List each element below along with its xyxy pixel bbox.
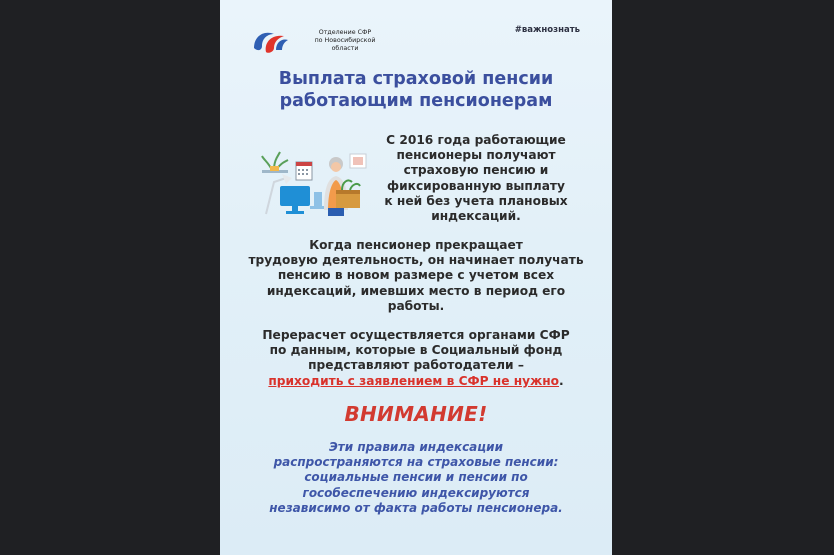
org-line-3: области: [331, 45, 359, 52]
paragraph-2016-rule: [380, 133, 572, 224]
org-line-1: Отделение СФР: [318, 29, 372, 36]
para2-line: пенсию в новом размере с учетом всех: [277, 268, 555, 283]
no-application-needed-highlight: приходить с заявлением в СФР не нужно: [268, 373, 559, 388]
para2-line: Когда пенсионер прекращает: [309, 238, 523, 252]
para1-line: страховую пенсию и: [403, 163, 549, 178]
poster: [220, 0, 612, 555]
para1-line: С 2016 года работающие: [386, 133, 566, 147]
indexation-note: [230, 440, 602, 516]
note-line: гособеспечению индексируются: [302, 485, 530, 500]
paragraph-recalculation: [240, 328, 592, 389]
para1-line: фиксированную выплату: [387, 178, 565, 193]
attention-heading: ВНИМАНИЕ!: [344, 402, 488, 426]
organization-name: [305, 29, 385, 53]
para1-line: к ней без учета плановых: [384, 193, 568, 208]
para3-tail: .: [559, 373, 564, 388]
note-line: Эти правила индексации: [329, 440, 503, 454]
hashtag: #важнознать: [514, 25, 580, 35]
note-line: независимо от факта работы пенсионера.: [269, 500, 563, 515]
working-pensioner-illustration: [258, 148, 368, 216]
para2-line: трудовую деятельность, он начинает получать: [248, 253, 584, 268]
para3-line: представляют работодатели –: [308, 358, 524, 373]
poster-title: [220, 68, 612, 112]
note-line: распространяются на страховые пенсии:: [273, 455, 559, 470]
paragraph-stop-working: [240, 238, 592, 314]
para2-line: индексаций, имевших место в период его: [266, 283, 566, 298]
para2-line: работы.: [387, 298, 445, 313]
sfr-logo-icon: [250, 26, 290, 56]
org-line-2: по Новосибирской: [314, 37, 376, 44]
title-line-1: Выплата страховой пенсии: [278, 69, 554, 89]
note-line: социальные пенсии и пенсии по: [304, 470, 528, 485]
para3-last-line: [240, 374, 592, 389]
para1-line: пенсионеры получают: [396, 148, 556, 163]
para1-line: индексаций.: [431, 209, 521, 224]
para3-line: Перерасчет осуществляется органами СФР: [262, 328, 570, 342]
title-line-2: работающим пенсионерам: [279, 91, 553, 111]
para3-line: по данным, которые в Социальный фонд: [269, 343, 563, 358]
